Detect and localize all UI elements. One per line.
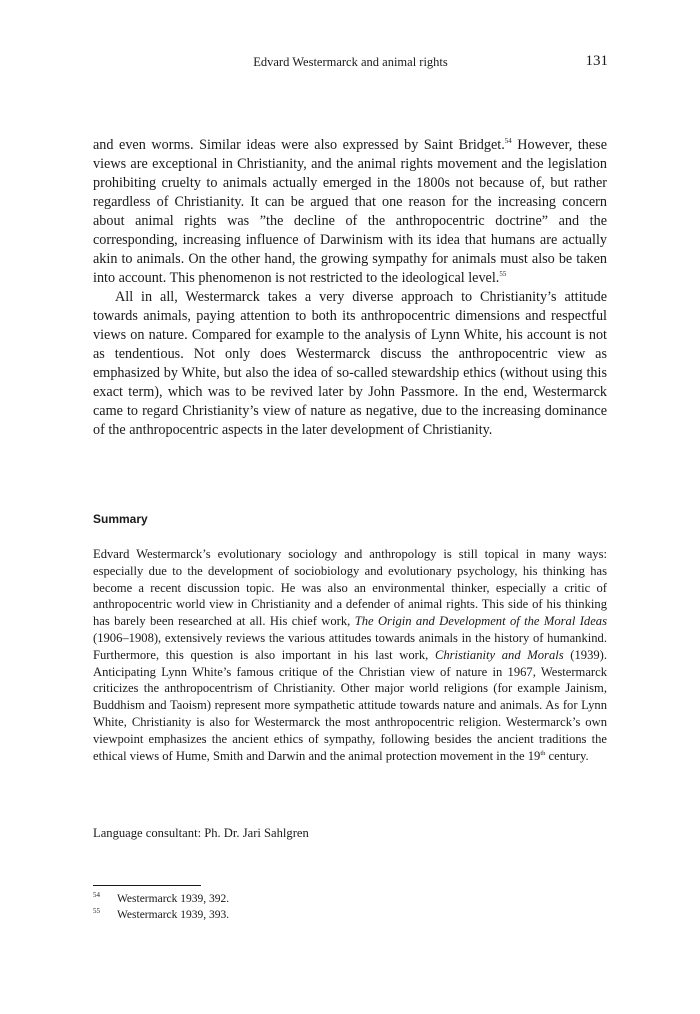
language-consultant: Language consultant: Ph. Dr. Jari Sahlgren bbox=[93, 826, 309, 840]
running-head bbox=[93, 53, 608, 73]
footnote-ref-55[interactable]: 55 bbox=[499, 270, 507, 278]
page-number: 131 bbox=[585, 53, 608, 69]
paragraph-2: All in all, Westermarck takes a very diverse approach to Christianity’s attitude towards animals, paying attention to both its anthropocentric dimensions and respectful views on nature. Compared for example to the analysis of Lynn White, his account is not as tendentious. Not only does Westermarck discuss the anthropocentric view as emphasized by White, but also the idea of so-called stewardship ethics (without using this exact term), which was to be revived later by John Passmore. In the end, Westermarck came to regard Christianity’s view of nature as negative, due to the increasing dominance of the anthropocentric aspects in the later development of Christianity. bbox=[93, 289, 607, 438]
footnote-text: Westermarck 1939, 392. bbox=[117, 893, 230, 905]
footnote-55 bbox=[93, 909, 607, 925]
summary-text-d: century. bbox=[545, 748, 589, 763]
summary-title-christianity: Christianity and Morals bbox=[434, 647, 564, 662]
summary-text-a: Edvard Westermarck’s evolutionary sociology and anthropology is still topical in many ways: especially due to the development of sociobiology and evolutionary psychology, his thinking has become a recent discussion topic. He was also an environmental thinker, especially a critic of anthropocentric world view in Christianity and a defender of animal rights. This side of his thinking has barely been researched at all. His chief work, bbox=[93, 547, 607, 629]
paragraph-1-text-b: However, these views are exceptional in Christianity, and the animal rights movement and the legislation prohibiting cruelty to animals actually emerged in the 1800s not because of, but rather regardless of Christianity. It can be argued that one reason for the increasing concern about animal rights was ”the decline of the anthropocentric doctrine” and the corresponding, increasing influence of Darwinism with its idea that humans are actually akin to animals. On the other hand, the growing sympathy for animals must also be taken into account. This phenomenon is not restricted to the ideological level. bbox=[93, 137, 607, 286]
summary-title-origin: The Origin and Development of the Moral Ideas bbox=[354, 614, 608, 629]
footnote-54 bbox=[93, 893, 607, 909]
footnote-ref-54[interactable]: 54 bbox=[504, 137, 512, 145]
summary-heading: Summary bbox=[93, 512, 148, 526]
summary-paragraph bbox=[93, 546, 607, 764]
running-title: Edvard Westermarck and animal rights bbox=[253, 55, 448, 69]
footnote-number: 55 bbox=[93, 907, 100, 915]
ordinal-suffix: th bbox=[540, 749, 546, 757]
summary-text-b: (1906–1908), extensively reviews the various attitudes towards animals in the history of humankind. Furthermore, this question is also important in his last work, bbox=[93, 630, 607, 662]
summary-text bbox=[93, 546, 607, 764]
footnote-number: 54 bbox=[93, 891, 100, 899]
paragraph-1 bbox=[93, 136, 607, 288]
footnotes bbox=[93, 893, 607, 925]
paragraph-1-text-a: and even worms. Similar ideas were also expressed by Saint Bridget. bbox=[93, 137, 505, 153]
body-text bbox=[93, 136, 607, 440]
footnote-text: Westermarck 1939, 393. bbox=[117, 909, 230, 921]
footnote-divider bbox=[93, 885, 201, 886]
summary-text-c: (1939). Anticipating Lynn White’s famous critique of the Christian view of nature in 1967, Westermarck criticizes the anthropocentrism of Christianity. Other major world religions (for example Jainism, Buddhism and Taoism) represent more sympathetic attitude towards nature and animals. As for Lynn White, Christianity is also for Westermarck the most anthropocentric religion. Westermarck’s own viewpoint emphasizes the ancient ethics of sympathy, following besides the ancient traditions the ethical views of Hume, Smith and Darwin and the animal protection movement in the 19 bbox=[93, 647, 608, 763]
